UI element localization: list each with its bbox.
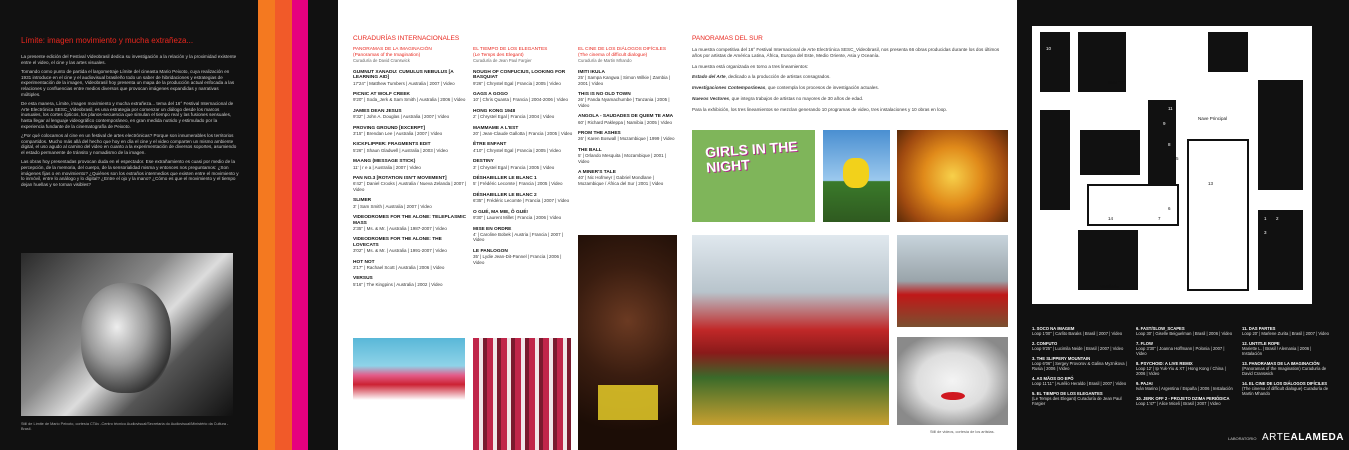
still-lying-figure [897, 235, 1008, 327]
program-title: JAMES DEAN JESUS [353, 108, 402, 114]
col-header [578, 47, 678, 64]
program-title: THE BALL [578, 147, 602, 153]
legend-item [1242, 326, 1332, 336]
legend-details: Iván Marino | Argentina / España | 2006 | Instalación [1136, 386, 1233, 391]
panel-limite [0, 0, 258, 450]
legend-item [1242, 381, 1332, 396]
black-stripe [308, 0, 338, 450]
sur-desc: , que contempla los procesos de investigación actuales. [765, 85, 879, 91]
program-item [473, 126, 573, 137]
sur-keyword: Investigaciones Contemporáneas [692, 85, 766, 91]
program-details: 2'35" | Ms. & Mr. | Australia | 1987-2007 | Video [353, 225, 447, 231]
program-item [578, 131, 678, 142]
legend-item [1242, 361, 1332, 376]
poster-text: GIRLS IN THE NIGHT [704, 137, 799, 176]
program-title: FROM THE ASHES [578, 131, 621, 137]
program-item [473, 142, 573, 153]
program-item [473, 159, 573, 170]
program-title: THIS IS NO OLD TOWN [578, 92, 631, 97]
program-details: 9'30" | Laurent Millet | Francia | 2006 | Video [473, 215, 562, 221]
col-curator: Curaduría de David Cranswick [353, 58, 410, 64]
program-title: DÉSHABILLER LE BLANC 1 [473, 176, 537, 182]
room-label: Vestíbulo [1100, 284, 1119, 289]
legend-item [1136, 361, 1236, 376]
legend-title: 7. FLOW [1136, 341, 1153, 346]
intro-paragraph: Las obras hoy presentadas provocan duda en el espectador. Ese extrañamiento es cuasi por medio de la percepción, de la memoria, del cuerpo, de la sensorialidad misma y entonces nos preguntamos: ¿Son imágenes fijas o en movimiento? ¿Quiénes son los extraños intermedios que existen entre el movimiento y lo inmóvil, entre lo análogo y lo digital? ¿Entre el ojo y la mano? ¿Cómo es que el movimiento y el tiempo dejan huellas y se tornan visibles? [21, 159, 239, 188]
program-details: 3' | Chrystel Egal | Francia | 2005 | Video [473, 164, 555, 170]
legend-details: Loop 11'11" | Aurélio Heraldo | Brasil | 2007 | Video [1032, 381, 1127, 386]
sur-keyword: Nuevos Vectores [692, 95, 730, 101]
room-number: 3 [1264, 230, 1267, 235]
program-details: 5'26" | Shaun Gladwell | Australia | 2003 | Video [353, 147, 448, 153]
legend-title: 1. SOCO NA IMAGEM [1032, 326, 1075, 331]
col-tiempo-elegantes [473, 47, 573, 265]
legend-details: Loop 20' | Marlene Zurita | Brasil | 2007 | Video [1242, 331, 1330, 336]
col-header [473, 47, 573, 64]
program-title: A MINER'S TALE [578, 170, 616, 176]
program-details: 2' | Chrystel Egal | Francia | 2004 | Video [473, 114, 555, 120]
col-header [353, 47, 467, 64]
arte-alameda-logo [1228, 432, 1344, 443]
logo-alameda: ALAMEDA [1290, 432, 1344, 443]
program-item [578, 114, 678, 125]
program-title: VERSUS [353, 276, 373, 282]
legend-title: 10. JERK OFF 2 - PROJETO DZIMA PERIÓDICA [1136, 396, 1230, 401]
program-item [353, 70, 467, 86]
still-sky-photo [353, 338, 465, 400]
program-item [353, 260, 467, 271]
floor-plan-map [1018, 20, 1328, 320]
legend-details: Loop 6'06" | Sergey Provorov & Galina Myznikova | Rusia | 2006 | Video [1032, 361, 1127, 371]
legend-title: 12. UNTITLE ROPE [1242, 341, 1280, 346]
logo-arte: ARTE [1262, 432, 1291, 443]
photo-caption: Still de Límite de Mario Peixoto, cortesía CTAv -Centro técnico Audiovisual/Secretaria do Audiovisual/Ministério da Cultura - Brasil. [21, 422, 229, 431]
room-number: 8 [1168, 142, 1171, 147]
program-item [578, 92, 678, 108]
program-title: MISE EN ORDRE [473, 226, 512, 232]
col-heading: PANORAMAS DE LA IMAGINACIÓN [353, 47, 432, 52]
program-details: 35' | Lydie Jean-Dit-Pannel | Francia | 2006 | Video [473, 254, 562, 265]
sur-paragraph: Para la exhibición, los tres lineamientos se mezclan generando 10 programas de video, tres instalaciones y 10 obras en loop. [692, 106, 948, 112]
program-details: 60' | Richard Pakleppa | Namibia | 2005 | Video [578, 119, 673, 125]
legend-title: 11. DAS PARTES [1242, 326, 1276, 331]
program-title: LE PANLOGON [473, 248, 508, 254]
program-item [473, 176, 573, 187]
still-figure-sky [823, 130, 890, 222]
face-shape [81, 283, 171, 393]
sur-desc: , dedicado a la producción de artistas consagrados. [725, 74, 831, 80]
program-item [353, 126, 467, 137]
program-item [353, 142, 467, 153]
still-food-photo [897, 130, 1008, 222]
legend-col-2 [1136, 326, 1236, 411]
room-number: 5 [1176, 156, 1179, 161]
program-details: 9'26" | Chrystel Egal | Francia | 2005 | Video [473, 80, 561, 86]
legend-title: 9. PAJAI [1136, 381, 1153, 386]
col-panoramas-imaginacion [353, 47, 467, 287]
room-label: Sala "D" [1108, 80, 1125, 85]
sur-caption: Still de videos, cortesía de los artistas. [930, 430, 995, 434]
program-title: MAMMAME A L'EST [473, 125, 519, 131]
col-subheading: (The cinema of difficult dialogue) [578, 52, 648, 58]
program-details: 3'02" | Ms. & Mr. | Australia | 1991-2007 | Video [353, 248, 447, 254]
red-orange-stripe [275, 0, 292, 450]
program-title: ÊTRE ENFANT [473, 142, 507, 148]
legend-item [1136, 326, 1236, 336]
program-item [353, 198, 467, 209]
program-item [353, 159, 467, 170]
room-number: 6 [1168, 206, 1171, 211]
program-details: 17'24" | Matthew Tumbers | Australia | 2007 | Video [353, 80, 455, 86]
program-item [353, 176, 467, 192]
legend-item [1032, 356, 1130, 371]
program-title: DÉSHABILLER LE BLANC 2 [473, 192, 537, 198]
still-building-photo [692, 235, 889, 425]
legend-item [1032, 376, 1130, 386]
legend-item [1136, 381, 1236, 391]
map-room [1258, 210, 1303, 290]
room-number: 9 [1163, 121, 1166, 126]
col-items [353, 70, 467, 287]
program-item [353, 237, 467, 253]
still-curtain-photo [473, 338, 571, 450]
legend-details: Loop 9'25" | Lucimila Neide | Brasil | 2007 | Video [1032, 346, 1124, 351]
program-details: 6'42" | Daniel Crooks | Australia / Nueva Zelanda | 2007 | Video [353, 181, 467, 192]
intro-paragraph: ¿Por qué colocamos al cine en un festival de artes electrónicas? Porque son innumerables los territorios compartidos. Mucho más allá del hecho que hoy en día el cine y el video comparten un mismo ambiente digital, el uso agudo al camino del video en cuanto a la experimentación de diversos soportes, asumiendo el estado permanente de tránsito y nomadismo de la imagen. [21, 132, 237, 156]
program-title: SLIMER [353, 198, 372, 204]
program-details: 4' | Caroline Bobek | Austria | Francia | 2007 | Video [473, 231, 563, 243]
legend-item [1136, 396, 1236, 406]
legend-title: 4. AS MÃOS DO EPÓ [1032, 376, 1074, 381]
program-title: IMITI IKULA [578, 69, 605, 75]
room-number: 2 [1276, 216, 1279, 221]
legend-title: 3. THE SLIPPERY MOUNTAIN [1032, 356, 1091, 361]
program-title: PICNIC AT WOLF CREEK [353, 92, 411, 97]
map-room [1078, 230, 1138, 290]
legend-title: 6. FAST/SLOW_SCAPES [1136, 326, 1185, 331]
map-room [1040, 32, 1070, 92]
room-number: 7 [1158, 216, 1161, 221]
room-number: 13 [1208, 181, 1214, 186]
col-heading: EL TIEMPO DE LOS ELEGANTES [473, 47, 548, 52]
intro-paragraph: Tomando como punto de partida el largometraje Límite del cineasta Mario Peixoto, cuya realización en 1931 introduce en el cine y el audiovisual brasileño todo un saber de hibridaciones y estrategias de experimentación de la imagen, Videobrasil hoy presenta un mapa de la producción actual enfocada a las relaciones y confluencias entre medios diversos que provocan imágenes expandidas y narrativas múltiples. [21, 68, 235, 97]
program-details: 26' | Fanda Nyamachumbe | Tanzania | 2005 | Video [578, 97, 670, 108]
room-label: Nave Principal [1198, 116, 1228, 121]
intro-paragraph: La presente edición del Festival Videobrasil dedica su investigación a la relación y la proximidad existente entre el video, el cine y las artes visuales. [21, 54, 237, 65]
legend-details: Loop 30' | Giselle Beiguelman | Brasil | 2006 | Video [1136, 331, 1233, 336]
program-details: 5' | Frédéric Lecomte | Francia | 2005 | Video [473, 181, 563, 187]
legend-title: 8. PSYCHOID: A LIVE REMIX [1136, 361, 1193, 366]
legend-item [1242, 341, 1332, 356]
program-item [578, 70, 678, 86]
program-title: DESTINY [473, 159, 494, 165]
map-room [1208, 32, 1248, 72]
program-title: VIDEODROMES FOR THE ALONE: TELEPLASMIC MASS [353, 215, 467, 226]
legend-item [1032, 326, 1130, 336]
program-item [473, 249, 573, 265]
legend-details: Mariette L. | Brasil / Alemania | 2006 | Instalación [1242, 346, 1312, 356]
program-item [353, 92, 467, 103]
sur-intro: La muestra competitiva del 16° Festival Internacional de Arte Electrónica SESC_Videobrasil, nos presenta 66 obras producidas durante los dos últimos años por artistas de América Latina, África, Europa del Este, Medio Oriente, Asia y Oceanía. [692, 47, 1000, 58]
map-room [1088, 185, 1178, 225]
legend-title: 14. EL CINE DE LOS DIÁLOGOS DIFÍCILES [1242, 381, 1328, 386]
program-details: 4'10" | Chrystel Egal | Francia | 2005 | Video [473, 147, 561, 153]
program-details: 26' | Karen Boswall | Mozambique | 1999 | Video [578, 136, 675, 142]
program-item [473, 109, 573, 120]
still-face-paint [897, 337, 1008, 425]
program-details: 40' | Nic Hofmeyr | Gabriel Mondlane | Mozambique / África del Sur | 2001 | Video [578, 175, 664, 186]
sur-line [692, 74, 1004, 80]
orange-stripe [258, 0, 275, 450]
map-room [1258, 80, 1303, 190]
program-item [578, 170, 678, 186]
legend-details: Loop 1'00" | Carlito Baraks | Brasil | 2007 | Video [1032, 331, 1123, 336]
program-item [473, 210, 573, 221]
col-heading: EL CINE DE LOS DIÁLOGOS DIFÍCILES [578, 47, 667, 52]
room-number: 14 [1108, 216, 1114, 221]
sur-text [692, 47, 1004, 118]
program-title: PAN NO.3 [ROTATION ISN'T MOVEMENT] [353, 176, 447, 182]
program-details: 6'35" | Frédéric Lecomte | Francia | 2007 | Video [473, 198, 570, 204]
legend-details: (Le Temps des Elegant) Curaduría de Jean Paul Fargier [1032, 396, 1122, 406]
col-dialogos-dificiles [578, 47, 678, 186]
legend-item [1032, 341, 1130, 351]
curadurias-title: CURADURÍAS INTERNACIONALES [353, 35, 460, 42]
program-details: 3' | Sam Smith | Australia | 2007 | Video [353, 203, 432, 209]
red-lips [941, 392, 965, 400]
intro-text [21, 54, 239, 191]
program-title: HONG KONG 1948 [473, 108, 516, 114]
legend-title: 2. CONFUTO [1032, 341, 1058, 346]
panel-title: Límite: imagen movimiento y mucha extrañeza... [21, 36, 194, 45]
program-details: 5' | Orlando Mesquita | Mozambique | 2001 | Video [578, 153, 667, 164]
program-details: 11' | r e a | Australia | 2007 | Video [353, 164, 421, 170]
program-title: GUMNUT XANADU: CUMULUS NEBULUS [A LEARNING AID] [353, 69, 454, 81]
room-label: Claustro Bajo [1096, 170, 1124, 175]
program-details: 3'15" | Brendan Lee | Australia | 2007 | Video [353, 131, 443, 137]
yellow-figure [843, 158, 869, 188]
sur-desc: , que integra trabajos de artistas no mayores de 30 años de edad. [729, 95, 864, 101]
program-details: 25' | Sampa Kangwa | Simon Wilkie | Zambia | 2001 | Video [578, 75, 671, 86]
legend-col-3 [1242, 326, 1332, 401]
room-number: 11 [1168, 106, 1173, 111]
map-room [1188, 140, 1248, 290]
col-items [473, 70, 573, 265]
room-number: 12 [1102, 124, 1108, 129]
sur-title: PANORAMAS DEL SUR [692, 35, 763, 42]
legend-item [1032, 391, 1130, 406]
yellow-shape [598, 385, 658, 420]
program-title: ANGOLA - SAUDADES DE QUEM TE AMA [578, 114, 674, 120]
program-title: O GUÉ, MA MIE, Ô GUÉ! [473, 209, 528, 215]
program-details: 20' | Jean-Claude Gallotta | Francia | 2005 | Video [473, 131, 573, 137]
magenta-stripe [292, 0, 308, 450]
logo-lab-label: LABORATORIO [1228, 436, 1257, 441]
sur-keyword: Estado del Arte [692, 74, 726, 80]
map-room [1080, 130, 1140, 175]
program-item [473, 92, 573, 103]
room-number: 10 [1046, 46, 1052, 51]
col-curator: Curaduría de Martin Mhando [578, 58, 632, 64]
limite-still-photo [21, 253, 233, 416]
legend-details: (Panoramas of the Imagination) Curaduría de David Cranswick [1242, 366, 1327, 376]
program-details: 10' | Chris Quanta | Francia | 2004-2006 | Video [473, 97, 569, 103]
legend-details: Loop 12' | Ip Yuk-Yiu & XT | Hong Kong / China | 2006 | Video [1136, 366, 1226, 376]
program-title: VIDEODROMES FOR THE ALONE: THE LOVECATS [353, 237, 442, 248]
program-item [473, 193, 573, 204]
program-item [473, 227, 573, 243]
program-details: 3'17" | Rachael Scott | Australia | 2006 | Video [353, 264, 445, 270]
legend-col-1 [1032, 326, 1130, 411]
room-label: Capilla [1223, 121, 1237, 126]
program-title: GAGS A GOGO [473, 92, 508, 97]
col-curator: Curaduría de Jean Paul Fargier [473, 58, 532, 64]
sur-paragraph: La muestra está organizada en torno a tres lineamientos: [692, 63, 809, 69]
program-title: MAANG (MESSAGE STICK) [353, 159, 416, 165]
program-item [578, 148, 678, 164]
legend-details: (The cinema of difficult dialogue) Curaduría de Martin Mhando [1242, 386, 1329, 396]
program-item [353, 215, 467, 231]
legend-title: 13. PANORAMAS DE LA IMAGINACIÓN [1242, 361, 1320, 366]
program-details: 9'20" | Soda_Jerk & Sam Smith | Australia | 2006 | Video [353, 97, 466, 103]
program-details: 5'16" | The Kingpins | Australia | 2002 | Video [353, 281, 443, 287]
legend-title: 5. EL TIEMPO DE LOS ELEGANTES [1032, 391, 1103, 396]
map-room [1040, 110, 1070, 210]
map-room [1148, 100, 1176, 190]
col-subheading: (Panoramas of the Imagination) [353, 52, 421, 58]
legend-item [1136, 341, 1236, 356]
room-number: 1 [1264, 216, 1267, 221]
program-title: PROVING GROUND [EXCERPT] [353, 125, 425, 131]
col-subheading: (Le Temps des Elegant) [473, 52, 524, 58]
legend-details: Loop 1'47" | Alice Miceli | Brasil | 2007 | Video [1136, 401, 1221, 406]
still-children-photo [578, 235, 677, 450]
program-item [473, 70, 573, 86]
girls-night-poster [692, 130, 815, 222]
program-item [353, 276, 467, 287]
program-title: HOT NOT [353, 259, 375, 265]
legend-details: Loop 3'30" | Joanna Hoffmann | Polonia | 2007 | Video [1136, 346, 1225, 356]
intro-paragraph: De esta manera, Límite, imagen movimiento y mucha extrañeza... tema del 16° Festival Internacional de Arte Electrónica SESC_Videobrasil, es una estrategia por comenzar un diálogo desde los marcos inusuales, los cortes ópticos, los planos-secuencia que simulan el tiempo real y las fusiones sensuales, hasta llegar al lenguaje videográfico contemporáneo, en gran medida nutrido y estimulado por la experiencia fundante de la cinematografía de Peixoto. [21, 100, 234, 129]
program-item [353, 109, 467, 120]
program-title: NOUGH OF CONFUCIUS, LOOKING FOR BASQUIAT [473, 69, 566, 81]
sur-line [692, 96, 1004, 102]
program-details: 9'32" | John A. Douglas | Australia | 2007 | Video [353, 114, 450, 120]
col-items [578, 70, 678, 187]
program-title: KICKFLIPPER: FRAGMENTS EDIT [353, 142, 431, 148]
sur-line [692, 85, 1004, 91]
